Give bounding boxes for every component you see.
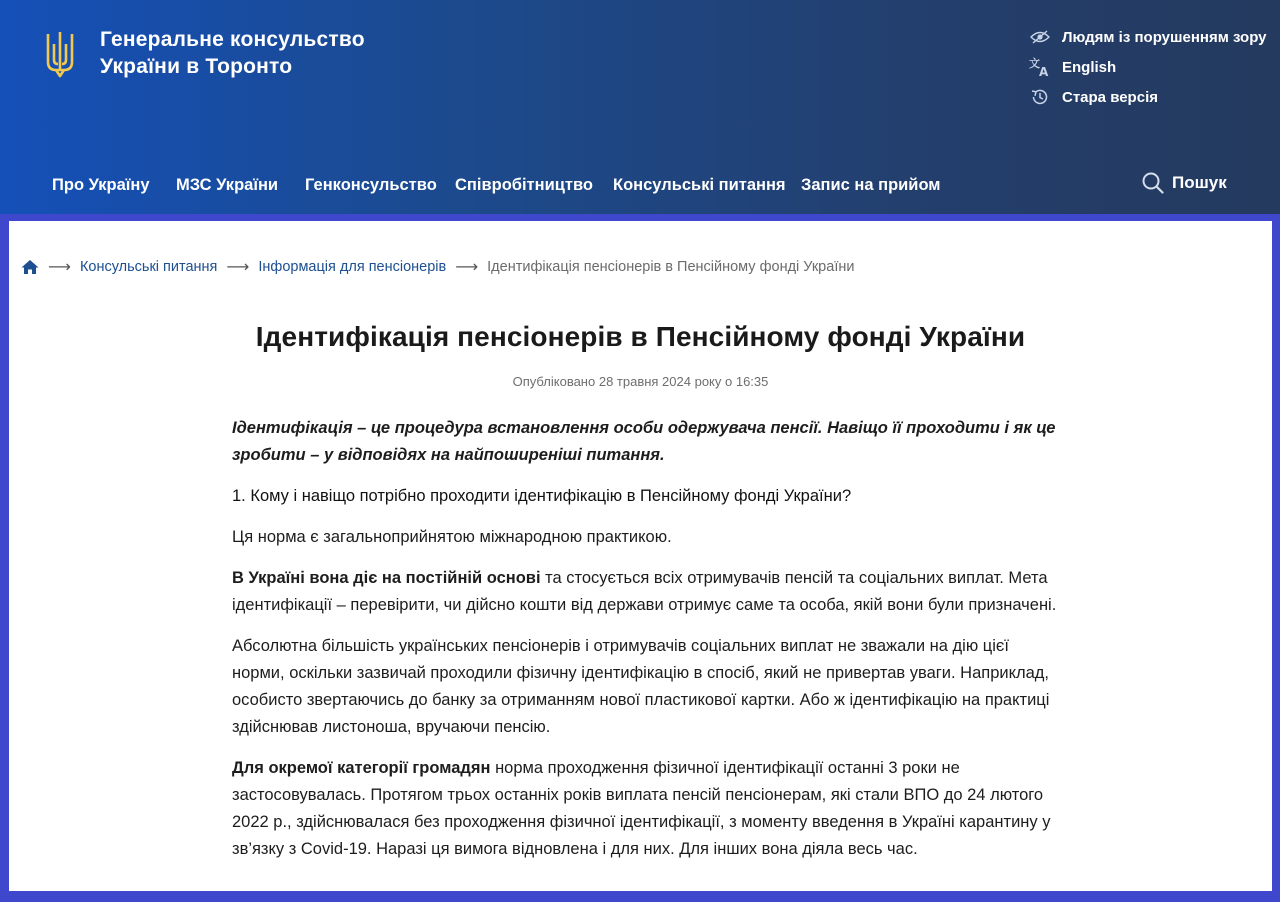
article-paragraph-3: Абсолютна більшість українських пенсіонерів і отримувачів соціальних виплат не зважали на дію цієї норми, оскільки зазвичай проходили фізичну ідентифікацію в спосіб, який не привертав уваги. Наприклад, особисто звертаючись до банку за отриманням нової пластикової картки. Або ж ідентифікацію на практиці здійснював листоноша, вручаючи пенсію. bbox=[232, 637, 1050, 736]
site-title[interactable] bbox=[100, 26, 420, 80]
eye-icon bbox=[1028, 27, 1052, 47]
nav-item-mfa[interactable]: МЗС України bbox=[176, 176, 279, 194]
paragraph-2-text: та стосується всіх отримувачів пенсій та соціальних виплат. Мета ідентифікації – перевірити, чи дійсно кошти від держави отримує саме та особа, якій вони були призначені. bbox=[232, 569, 1057, 614]
search-label: Пошук bbox=[1172, 173, 1227, 192]
site-header bbox=[0, 0, 1280, 214]
nav-item-cooperation[interactable]: Співробітництво bbox=[455, 176, 593, 194]
article-question-1 bbox=[232, 483, 1062, 510]
article-lead: Ідентифікація – це процедура встановлення особи одержувача пенсії. Навіщо її проходити і як це зробити – у відповідях на найпоширеніші питання. bbox=[232, 419, 1056, 464]
old-version-label: Стара версія bbox=[1062, 88, 1158, 106]
article-paragraph-4 bbox=[232, 755, 1062, 863]
article-paragraph-2 bbox=[232, 565, 1062, 619]
nav-item-consulate[interactable]: Генконсульство bbox=[305, 176, 437, 194]
site-title-line2: України в Торонто bbox=[100, 55, 293, 78]
low-vision-link[interactable] bbox=[1028, 22, 1273, 52]
main-nav bbox=[0, 168, 1280, 208]
breadcrumb-consular-issues[interactable]: Консульські питання bbox=[79, 259, 218, 275]
low-vision-label: Людям із порушенням зору bbox=[1062, 28, 1267, 46]
breadcrumb-current: Ідентифікація пенсіонерів в Пенсійному фонді України bbox=[487, 259, 855, 275]
article-paragraph-1: Ця норма є загальноприйнятою міжнародною практикою. bbox=[232, 528, 672, 546]
utility-links bbox=[1028, 22, 1273, 112]
question-1-text: 1. Кому і навіщо потрібно проходити ідентифікацію в Пенсійному фонді України? bbox=[232, 487, 852, 505]
home-icon[interactable] bbox=[21, 259, 39, 275]
paragraph-2-bold: В Україні вона діє на постійній основі bbox=[232, 569, 541, 587]
nav-item-consular-issues[interactable]: Консульські питання bbox=[613, 176, 786, 194]
translate-icon bbox=[1028, 57, 1052, 77]
site-title-line1: Генеральне консульство bbox=[100, 28, 365, 51]
nav-item-appointment[interactable]: Запис на прийом bbox=[801, 176, 941, 194]
english-link[interactable] bbox=[1028, 52, 1273, 82]
breadcrumb bbox=[21, 257, 854, 277]
article-body bbox=[232, 415, 1062, 877]
svg-text:文: 文 bbox=[1029, 57, 1040, 70]
trident-logo-icon[interactable] bbox=[44, 30, 76, 78]
svg-text:A: A bbox=[1039, 65, 1049, 77]
old-version-link[interactable] bbox=[1028, 82, 1273, 112]
history-icon bbox=[1028, 87, 1052, 107]
search-button[interactable] bbox=[1142, 172, 1227, 194]
breadcrumb-separator-icon: ⟶ bbox=[226, 259, 250, 276]
breadcrumb-separator-icon: ⟶ bbox=[48, 259, 71, 276]
english-label: English bbox=[1062, 58, 1117, 76]
breadcrumb-pensioners-info[interactable]: Інформація для пенсіонерів bbox=[258, 259, 447, 275]
paragraph-4-bold: Для окремої категорії громадян bbox=[232, 759, 491, 777]
main-content bbox=[9, 221, 1272, 891]
published-date: Опубліковано 28 травня 2024 року о 16:35 bbox=[512, 374, 769, 389]
page-title: Ідентифікація пенсіонерів в Пенсійному фонді України bbox=[255, 321, 1026, 352]
paragraph-4-text: норма проходження фізичної ідентифікації останні 3 роки не застосовувалась. Протягом трьох останніх років виплата пенсій пенсіонерам, які стали ВПО до 24 лютого 2022 р., здійснювалася без проходження фізичної ідентифікації, з моменту введення в Україні карантину у зв’язку з Covid-19. Наразі ця вимога відновлена і для них. Для інших вона діяла весь час. bbox=[232, 759, 1051, 858]
breadcrumb-separator-icon: ⟶ bbox=[455, 259, 479, 276]
search-icon bbox=[1142, 172, 1164, 194]
nav-item-about-ukraine[interactable]: Про Україну bbox=[52, 176, 150, 194]
